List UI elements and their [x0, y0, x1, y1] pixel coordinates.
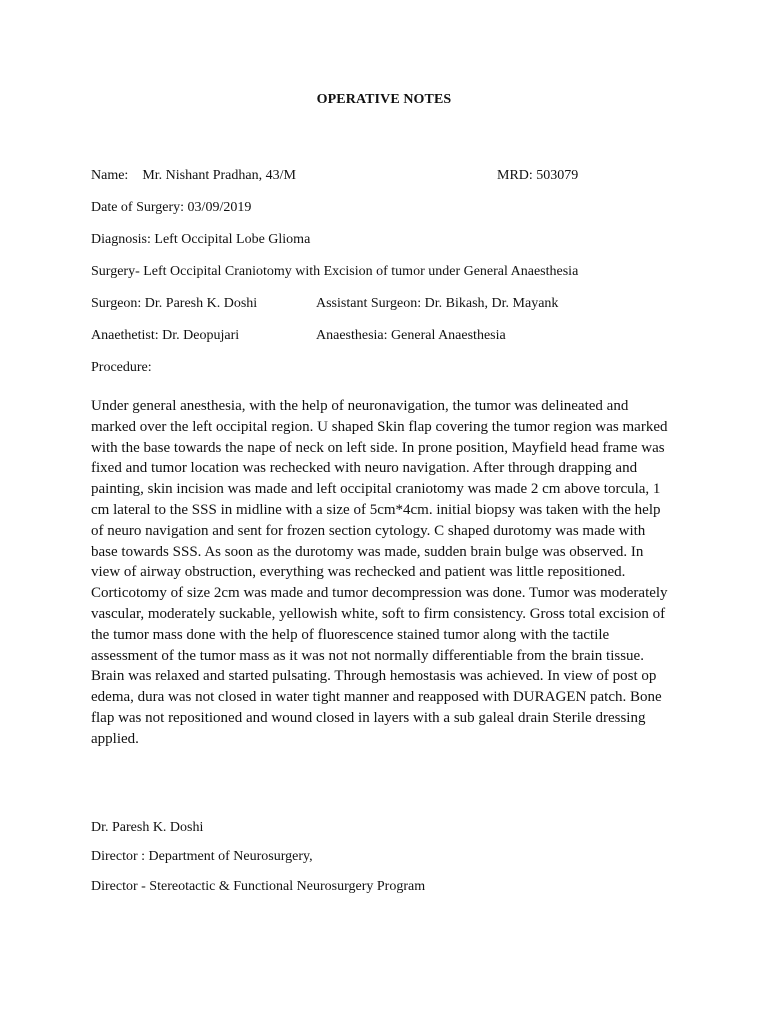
surgery: Surgery- Left Occipital Craniotomy with Excision of tumor under General Anaesthesia — [91, 264, 579, 279]
date-of-surgery: Date of Surgery: 03/09/2019 — [91, 200, 252, 215]
procedure-line: Brain was relaxed and started pulsating. Through hemostasis was achieved. In view of post op — [91, 668, 657, 685]
name-label: Name: — [91, 168, 129, 183]
assistant-surgeon: Assistant Surgeon: Dr. Bikash, Dr. Mayank — [316, 296, 559, 311]
procedure-line: with the base towards the nape of neck on left side. In prone position, Mayfield head frame was — [91, 439, 665, 456]
procedure-line: flap was not repositioned and wound closed in layers with a sub galeal drain Sterile dressing — [91, 709, 646, 726]
anaesthetist: Anaethetist: Dr. Deopujari — [91, 328, 240, 343]
mrd-number: MRD: 503079 — [497, 168, 579, 183]
anaesthesia: Anaesthesia: General Anaesthesia — [316, 328, 506, 343]
diagnosis: Diagnosis: Left Occipital Lobe Glioma — [91, 232, 311, 247]
procedure-line: assessment of the tumor mass as it was not not normally differentiable from the brain tissue. — [91, 647, 644, 664]
procedure-line: Under general anesthesia, with the help of neuronavigation, the tumor was delineated and — [91, 398, 629, 414]
procedure-line: edema, dura was not closed in water tight manner and reapposed with DURAGEN patch. Bone — [91, 689, 662, 706]
procedure-line: vascular, moderately suckable, yellowish white, soft to firm consistency. Gross total excision of — [91, 605, 666, 622]
signatory-name: Dr. Paresh K. Doshi — [91, 820, 204, 835]
procedure-line: the tumor mass done with the help of fluorescence stained tumor along with the tactile — [91, 626, 610, 643]
procedure-line: painting, skin incision was made and left occipital craniotomy was made 2 cm above torcula, 1 — [91, 481, 661, 498]
patient-name: Mr. Nishant Pradhan, 43/M — [142, 168, 296, 183]
procedure-text — [91, 396, 668, 750]
signatory-title-2: Director - Stereotactic & Functional Neurosurgery Program — [91, 879, 426, 894]
procedure-line: marked over the left occipital region. U shaped Skin flap covering the tumor region was marked — [91, 418, 668, 435]
procedure-line: base towards SSS. As soon as the durotomy was made, sudden brain bulge was observed. In — [91, 543, 644, 560]
procedure-line: applied. — [91, 730, 139, 747]
document-title: OPERATIVE NOTES — [316, 92, 452, 107]
procedure-line: of neuro navigation and sent for frozen section cytology. C shaped durotomy was made with — [91, 522, 646, 539]
procedure-label: Procedure: — [91, 360, 152, 375]
patient-name-line — [91, 168, 296, 184]
procedure-line: view of airway obstruction, everything was rechecked and patient was little repositioned. — [91, 564, 626, 581]
procedure-line: Corticotomy of size 2cm was made and tumor decompression was done. Tumor was moderately — [91, 585, 668, 602]
procedure-line: cm lateral to the SSS in midline with a size of 5cm*4cm. initial biopsy was taken with the help — [91, 501, 661, 518]
surgeon: Surgeon: Dr. Paresh K. Doshi — [91, 296, 258, 311]
procedure-line: fixed and tumor location was rechecked with neuro navigation. After through drapping and — [91, 460, 638, 477]
signatory-title-1: Director : Department of Neurosurgery, — [91, 849, 313, 864]
